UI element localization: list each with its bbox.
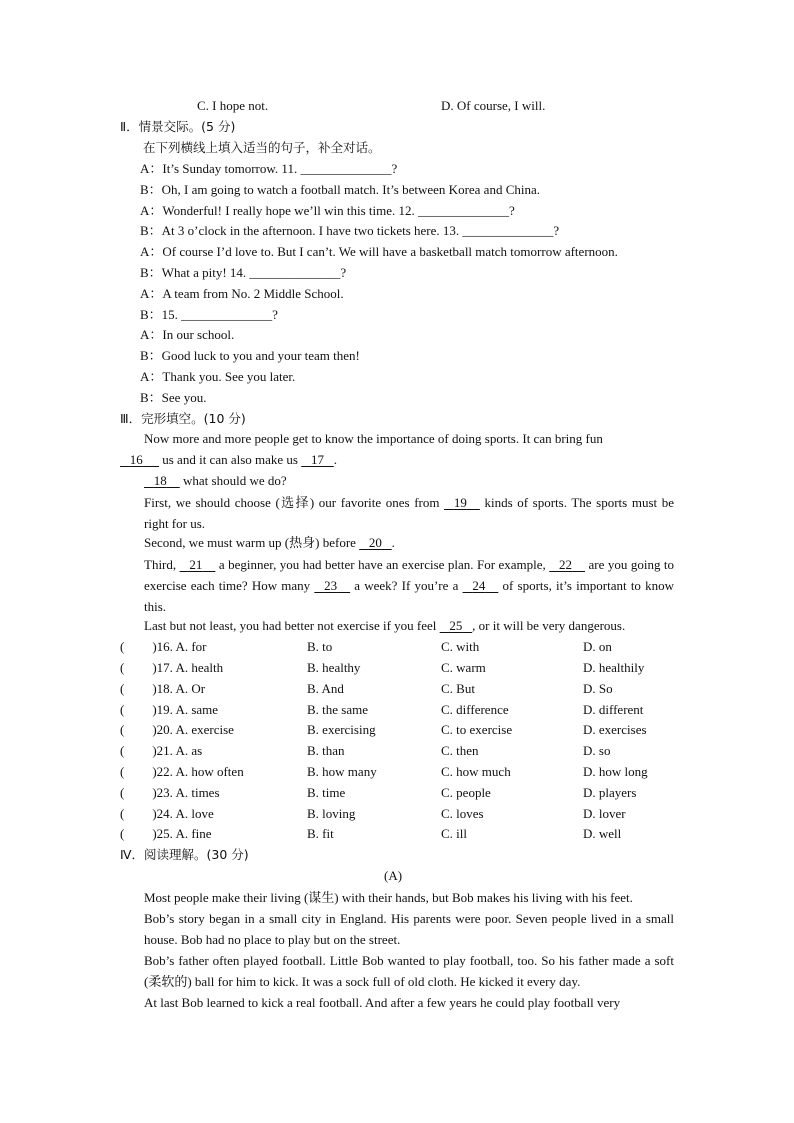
dialogue-line: B：What a pity! 14. ______________?: [140, 265, 347, 280]
cloze-paragraph-6: Last but not least, you had better not exercise if you feel 25 , or it will be very dangerous.: [144, 618, 626, 633]
dialogue-line: A：It’s Sunday tomorrow. 11. ______________?: [140, 161, 398, 176]
option-b: B. exercising: [307, 722, 376, 737]
option-d: D. on: [583, 639, 612, 654]
dialogue-line: A：A team from No. 2 Middle School.: [140, 286, 344, 301]
question-row: ( )16. A. for: [120, 639, 207, 654]
dialogue-line: A：Thank you. See you later.: [140, 369, 296, 384]
answer-bracket[interactable]: (: [120, 660, 125, 675]
option-b: B. than: [307, 743, 345, 758]
option-c: C. ill: [441, 826, 468, 841]
cloze-blank-20[interactable]: 20: [368, 535, 382, 550]
answer-blank[interactable]: ______________: [462, 223, 554, 238]
section-2-title: Ⅱ．情景交际。(5 分): [120, 119, 236, 134]
option-d: D. players: [583, 785, 637, 800]
cloze-blank-25[interactable]: 25: [449, 618, 463, 633]
option-c: C. warm: [441, 660, 486, 675]
cloze-blank-24[interactable]: 24: [472, 578, 486, 593]
option-b: B. healthy: [307, 660, 361, 675]
passage-label: (A): [384, 868, 403, 883]
dialogue-line: B：At 3 o’clock in the afternoon. I have two tickets here. 13. ______________?: [140, 223, 560, 238]
dialogue-line: A：In our school.: [140, 327, 235, 342]
answer-bracket[interactable]: (: [120, 785, 125, 800]
reading-paragraph: Most people make their living (谋生) with their hands, but Bob makes his living with his feet.: [144, 890, 633, 905]
cloze-paragraph-1: Now more and more people get to know the importance of doing sports. It can bring fun: [144, 431, 603, 446]
option-b: B. And: [307, 681, 344, 696]
option-c: C. then: [441, 743, 479, 758]
question-row: ( )24. A. love: [120, 806, 214, 821]
option-b: B. fit: [307, 826, 334, 841]
question-row: ( )21. A. as: [120, 743, 203, 758]
answer-bracket[interactable]: (: [120, 639, 125, 654]
option-c-top: C. I hope not.: [197, 98, 269, 113]
option-c: C. loves: [441, 806, 484, 821]
question-row: ( )19. A. same: [120, 702, 219, 717]
option-d: D. exercises: [583, 722, 647, 737]
answer-bracket[interactable]: (: [120, 826, 125, 841]
cloze-paragraph-4: Second, we must warm up (热身) before 20 .: [144, 535, 395, 550]
option-c: C. difference: [441, 702, 509, 717]
reading-paragraph: Bob’s father often played football. Little Bob wanted to play football, too. So his father made a soft (柔软的) ball for him to kick. It was a sock full of old cloth. He kicked it every day.: [144, 953, 674, 989]
cloze-paragraph-3: First, we should choose (选择) our favorite ones from 19 kinds of sports. The sports must be right for us.: [120, 492, 674, 534]
cloze-blank-16[interactable]: 16: [129, 452, 143, 467]
answer-bracket[interactable]: (: [120, 806, 125, 821]
dialogue-line: B：Good luck to you and your team then!: [140, 348, 360, 363]
option-b: B. to: [307, 639, 333, 654]
option-c: C. people: [441, 785, 491, 800]
answer-bracket[interactable]: (: [120, 764, 125, 779]
cloze-paragraph-5: Third, 21 a beginner, you had better have an exercise plan. For example, 22 are you going to exercise each time? How many 23 a week? If you’re a 24 of sports, it’s important to know this.: [120, 554, 674, 617]
option-c: C. But: [441, 681, 475, 696]
answer-blank[interactable]: ______________: [418, 203, 510, 218]
option-c: C. with: [441, 639, 480, 654]
cloze-paragraph-2: 18 what should we do?: [144, 472, 287, 490]
reading-paragraph: At last Bob learned to kick a real football. And after a few years he could play football very: [144, 995, 621, 1010]
answer-bracket[interactable]: (: [120, 702, 125, 717]
question-row: ( )22. A. how often: [120, 764, 244, 779]
option-d: D. healthily: [583, 660, 645, 675]
dialogue-line: B：See you.: [140, 390, 207, 405]
answer-blank[interactable]: ______________: [181, 307, 273, 322]
cloze-blank-18[interactable]: 18: [153, 473, 167, 488]
answer-blank[interactable]: ______________: [249, 265, 341, 280]
answer-bracket[interactable]: (: [120, 681, 125, 696]
cloze-blank-22[interactable]: 22: [559, 557, 573, 572]
dialogue-line: A：Wonderful! I really hope we’ll win this time. 12. ______________?: [140, 203, 515, 218]
option-b: B. loving: [307, 806, 356, 821]
cloze-blank-19[interactable]: 19: [453, 495, 467, 510]
cloze-blank-23[interactable]: 23: [324, 578, 338, 593]
answer-bracket[interactable]: (: [120, 722, 125, 737]
option-d-top: D. Of course, I will.: [441, 98, 546, 113]
section-3-title: Ⅲ．完形填空。(10 分): [120, 411, 246, 426]
dialogue-line: B：Oh, I am going to watch a football match. It’s between Korea and China.: [140, 182, 541, 197]
section-2-instruction: 在下列横线上填入适当的句子，补全对话。: [143, 140, 381, 155]
cloze-paragraph-1-cont: 16 us and it can also make us 17 .: [120, 451, 337, 469]
question-row: ( )25. A. fine: [120, 826, 212, 841]
question-row: ( )23. A. times: [120, 785, 220, 800]
option-b: B. time: [307, 785, 346, 800]
question-row: ( )18. A. Or: [120, 681, 206, 696]
reading-paragraph: Bob’s story began in a small city in England. His parents were poor. Seven people lived in a small house. Bob had no place to play but on the street.: [144, 911, 674, 947]
dialogue-line: A：Of course I’d love to. But I can’t. We will have a basketball match tomorrow afternoon.: [140, 244, 618, 259]
option-d: D. So: [583, 681, 613, 696]
option-b: B. the same: [307, 702, 369, 717]
option-b: B. how many: [307, 764, 377, 779]
cloze-blank-17[interactable]: 17: [311, 452, 324, 467]
cloze-blank-21[interactable]: 21: [189, 557, 203, 572]
section-4-title: Ⅳ．阅读理解。(30 分): [120, 847, 249, 862]
question-row: ( )17. A. health: [120, 660, 224, 675]
question-row: ( )20. A. exercise: [120, 722, 234, 737]
answer-bracket[interactable]: (: [120, 743, 125, 758]
answer-blank[interactable]: ______________: [300, 161, 392, 176]
option-c: C. how much: [441, 764, 511, 779]
dialogue-line: B：15. ______________?: [140, 307, 278, 322]
option-d: D. how long: [583, 764, 648, 779]
option-d: D. so: [583, 743, 611, 758]
option-c: C. to exercise: [441, 722, 513, 737]
option-d: D. lover: [583, 806, 626, 821]
option-d: D. well: [583, 826, 622, 841]
option-d: D. different: [583, 702, 644, 717]
